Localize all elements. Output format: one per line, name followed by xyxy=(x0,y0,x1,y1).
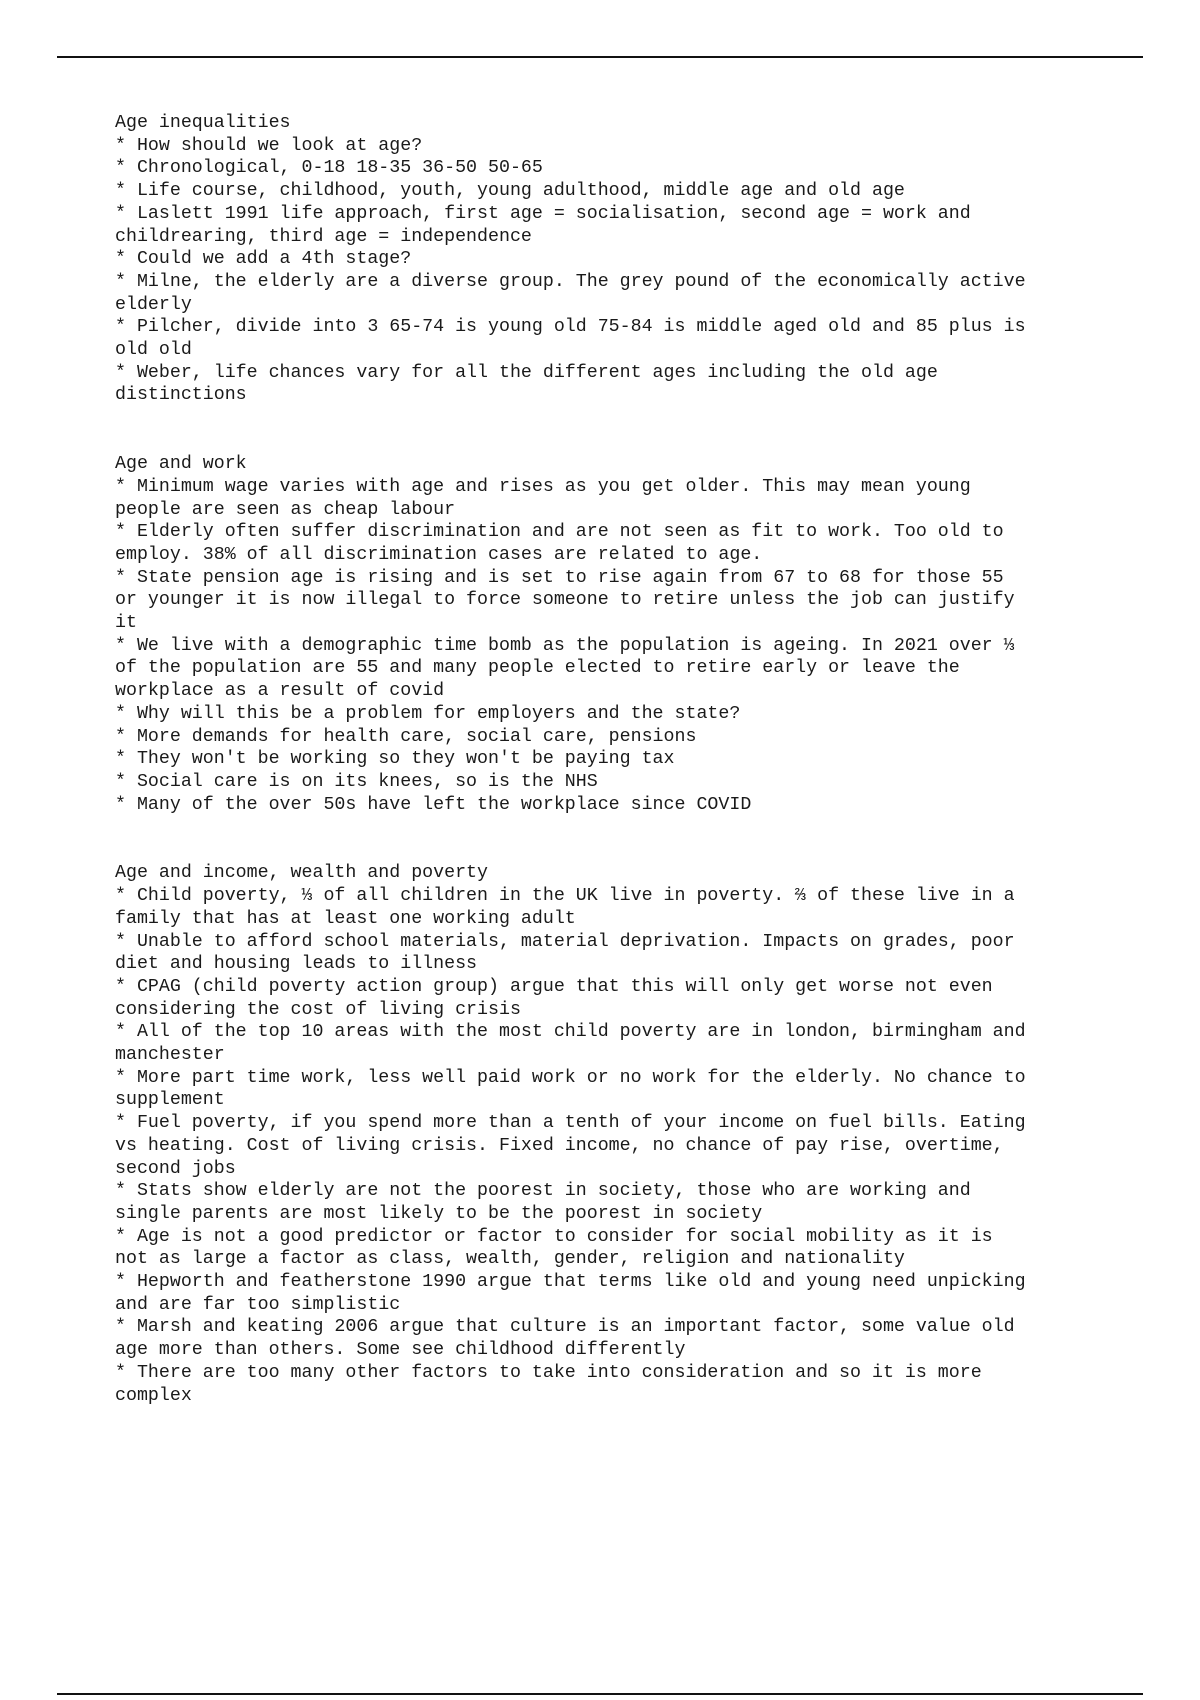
text-line: childrearing, third age = independence xyxy=(115,226,532,247)
text-line: workplace as a result of covid xyxy=(115,681,445,702)
text-line: * How should we look at age? xyxy=(115,135,423,156)
text-line: elderly xyxy=(115,294,192,315)
section-heading: Age and income, wealth and poverty xyxy=(115,863,488,884)
text-line: * There are too many other factors to take into consideration and so it is more xyxy=(115,1362,982,1383)
text-line: * More demands for health care, social care, pensions xyxy=(115,726,697,747)
text-line: not as large a factor as class, wealth, gender, religion and nationality xyxy=(115,1249,905,1270)
text-line: second jobs xyxy=(115,1158,236,1179)
text-line: people are seen as cheap labour xyxy=(115,499,456,520)
text-line: * Marsh and keating 2006 argue that culture is an important factor, some value old xyxy=(115,1317,1015,1338)
text-line: * They won't be working so they won't be paying tax xyxy=(115,749,675,770)
bottom-rule xyxy=(57,1693,1143,1695)
text-line: single parents are most likely to be the poorest in society xyxy=(115,1203,763,1224)
text-line: * Many of the over 50s have left the workplace since COVID xyxy=(115,794,752,815)
text-line: * Age is not a good predictor or factor to consider for social mobility as it is xyxy=(115,1226,993,1247)
text-line: supplement xyxy=(115,1090,225,1111)
document-body xyxy=(115,112,1145,1453)
text-line: * Why will this be a problem for employers and the state? xyxy=(115,703,741,724)
text-line: * Stats show elderly are not the poorest in society, those who are working and xyxy=(115,1181,971,1202)
text-line: * Weber, life chances vary for all the different ages including the old age xyxy=(115,362,938,383)
text-line: complex xyxy=(115,1385,192,1406)
text-line: * All of the top 10 areas with the most child poverty are in london, birmingham and xyxy=(115,1022,1026,1043)
text-line: * Social care is on its knees, so is the NHS xyxy=(115,771,598,792)
text-line: considering the cost of living crisis xyxy=(115,999,521,1020)
text-line: employ. 38% of all discrimination cases are related to age. xyxy=(115,544,763,565)
text-line: * More part time work, less well paid work or no work for the elderly. No chance to xyxy=(115,1067,1026,1088)
text-line: * Laslett 1991 life approach, first age = socialisation, second age = work and xyxy=(115,203,971,224)
text-line: * Milne, the elderly are a diverse group. The grey pound of the economically active xyxy=(115,271,1026,292)
text-line: vs heating. Cost of living crisis. Fixed income, no chance of pay rise, overtime, xyxy=(115,1135,1004,1156)
top-rule xyxy=(57,56,1143,58)
text-line: * Hepworth and featherstone 1990 argue that terms like old and young need unpicking xyxy=(115,1272,1026,1293)
document-section xyxy=(115,862,1145,1407)
text-line: * Child poverty, ⅓ of all children in the UK live in poverty. ⅔ of these live in a xyxy=(115,886,1015,907)
document-section xyxy=(115,453,1145,816)
text-line: family that has at least one working adult xyxy=(115,908,576,929)
text-line: * Fuel poverty, if you spend more than a tenth of your income on fuel bills. Eating xyxy=(115,1113,1026,1134)
text-line: old old xyxy=(115,340,192,361)
text-line: of the population are 55 and many people elected to retire early or leave the xyxy=(115,658,960,679)
text-line: * CPAG (child poverty action group) argue that this will only get worse not even xyxy=(115,976,993,997)
text-line: age more than others. Some see childhood differently xyxy=(115,1340,686,1361)
text-line: * Elderly often suffer discrimination and are not seen as fit to work. Too old to xyxy=(115,522,1004,543)
text-line: * We live with a demographic time bomb as the population is ageing. In 2021 over ⅓ xyxy=(115,635,1015,656)
text-line: * Could we add a 4th stage? xyxy=(115,249,412,270)
text-line: diet and housing leads to illness xyxy=(115,954,478,975)
text-line: manchester xyxy=(115,1045,225,1066)
section-heading: Age inequalities xyxy=(115,113,291,133)
text-line: it xyxy=(115,613,137,634)
text-line: and are far too simplistic xyxy=(115,1294,401,1315)
text-line: * Pilcher, divide into 3 65-74 is young old 75-84 is middle aged old and 85 plus is xyxy=(115,317,1026,338)
text-line: * Unable to afford school materials, material deprivation. Impacts on grades, poor xyxy=(115,931,1015,952)
text-line: * Minimum wage varies with age and rises as you get older. This may mean young xyxy=(115,476,971,497)
text-line: * Chronological, 0-18 18-35 36-50 50-65 xyxy=(115,158,543,179)
document-section xyxy=(115,112,1145,407)
text-line: * State pension age is rising and is set to rise again from 67 to 68 for those 55 xyxy=(115,567,1004,588)
text-line: * Life course, childhood, youth, young adulthood, middle age and old age xyxy=(115,181,905,202)
section-heading: Age and work xyxy=(115,454,247,475)
text-line: distinctions xyxy=(115,385,247,406)
text-line: or younger it is now illegal to force someone to retire unless the job can justify xyxy=(115,590,1015,611)
